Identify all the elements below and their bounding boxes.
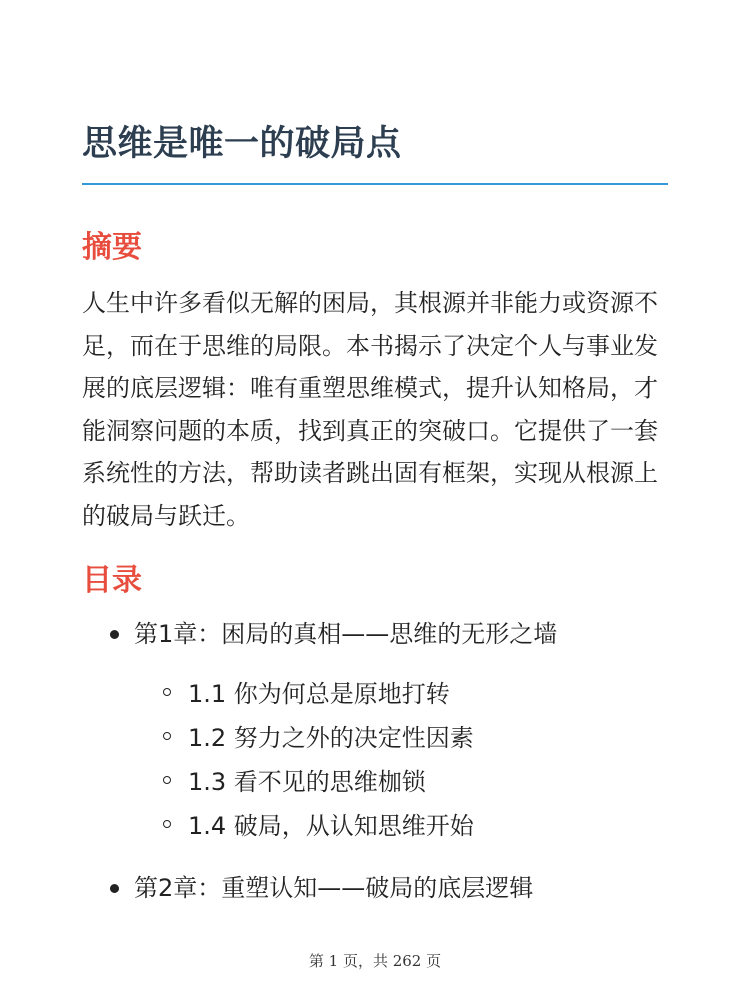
- toc-section-label: 1.3 看不见的思维枷锁: [188, 768, 426, 796]
- bullet-icon: [110, 630, 119, 639]
- document-title: 思维是唯一的破局点: [82, 124, 402, 164]
- toc-section-label: 1.4 破局，从认知思维开始: [188, 812, 474, 840]
- toc-section-1-3: [134, 760, 682, 804]
- toc-chapter-1-sections: [134, 672, 682, 848]
- toc-chapter-label: 第1章：困局的真相——思维的无形之墙: [134, 620, 558, 648]
- hollow-bullet-icon: [163, 732, 171, 740]
- page-number-footer: 第 1 页，共 262 页: [308, 952, 442, 970]
- toc-chapter-2: [82, 870, 682, 906]
- hollow-bullet-icon: [163, 776, 171, 784]
- hollow-bullet-icon: [163, 688, 171, 696]
- hollow-bullet-icon: [163, 820, 171, 828]
- toc-chapter-label: 第2章：重塑认知——破局的底层逻辑: [134, 874, 534, 902]
- toc-section-1-4: [134, 804, 682, 848]
- toc-section-label: 1.2 努力之外的决定性因素: [188, 724, 474, 752]
- toc-section-1-1: [134, 672, 682, 716]
- toc-list: [82, 616, 682, 906]
- toc-chapter-1: [82, 616, 682, 848]
- bullet-icon: [110, 884, 119, 893]
- abstract-paragraph: 人生中许多看似无解的困局，其根源并非能力或资源不足，而在于思维的局限。本书揭示了决定个人与事业发展的底层逻辑：唯有重塑思维模式，提升认知格局，才能洞察问题的本质，找到真正的突破口。它提供了一套系统性的方法，帮助读者跳出固有框架，实现从根源上的破局与跃迁。: [82, 289, 658, 530]
- toc-section-label: 1.1 你为何总是原地打转: [188, 680, 450, 708]
- abstract-heading: 摘要: [82, 230, 142, 265]
- title-divider: [82, 183, 668, 185]
- toc-heading: 目录: [82, 563, 142, 598]
- toc-section-1-2: [134, 716, 682, 760]
